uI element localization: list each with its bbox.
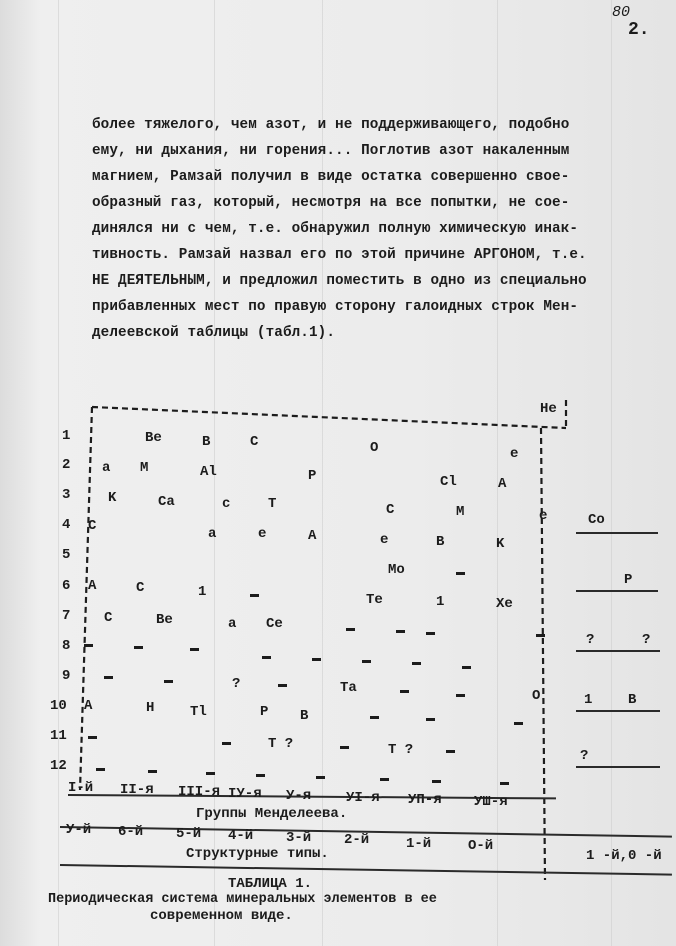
paragraph-line: динялся ни с чем, т.е. обнаружил полную химическую инак- [92,221,579,237]
element-cell: A [88,578,97,594]
row-number: 10 [50,698,67,714]
group-label: I-й [68,780,94,796]
element-cell: H [146,700,155,716]
element-cell: T ? [388,742,414,758]
element-cell: a [208,526,217,542]
side-entry: ? [586,632,595,648]
element-cell: Cl [440,474,457,490]
type-label: 3-й [286,830,312,846]
type-label: У-й [66,822,92,838]
element-cell: C [136,580,145,596]
element-cell: Tl [190,704,207,720]
paragraph-line: тивность. Рамзай назвал его по этой причине АРГОНОМ, т.е. [92,247,587,263]
element-cell: 1 [436,594,445,610]
group-title: Группы Менделеева. [196,806,348,822]
element-cell: T ? [268,736,294,752]
paragraph-line: ему, ни дыхания, ни горения... Поглотив азот накаленным [92,143,570,159]
side-entry: 1 [584,692,593,708]
group-label: III-я [178,784,221,800]
side-entry: P [624,572,633,588]
row-number: 5 [62,547,71,563]
element-cell: Te [366,592,383,608]
type-label: 1-й [406,836,432,852]
element-cell: Ta [340,680,357,696]
paragraph-line: НЕ ДЕЯТЕЛЬНЫМ, и предложил поместить в одно из специально [92,273,587,289]
side-entry: ? [642,632,651,648]
element-cell: e [380,532,389,548]
element-cell: Ca [158,494,175,510]
side-entry: B [628,692,637,708]
row-number: 4 [62,517,71,533]
row-number: 6 [62,578,71,594]
element-cell: e [258,526,267,542]
element-cell: Al [200,464,217,480]
group-label: У-я [286,788,312,804]
element-cell: T [268,496,277,512]
handwritten-mark: 80 [612,4,631,21]
type-label: 4-й [228,828,254,844]
group-label: УШ-я [474,794,508,810]
element-cell: B [202,434,211,450]
row-number: 8 [62,638,71,654]
element-cell: A [308,528,317,544]
element-cell: K [108,490,117,506]
element-cell: a [228,616,237,632]
row-number: 9 [62,668,71,684]
group-label: УП-я [408,792,442,808]
element-cell: P [308,468,317,484]
type-title: Структурные типы. [186,846,329,862]
element-cell: C [88,518,97,534]
row-number: 7 [62,608,71,624]
element-cell: K [496,536,505,552]
element-cell: e [539,508,548,524]
group-label: УI-я [346,790,380,806]
corner-element: He [540,401,557,417]
type-label: 6-й [118,824,144,840]
element-cell: Be [156,612,173,628]
element-cell: B [436,534,445,550]
paragraph-line: прибавленных мест по правую сторону галоидных строк Мен- [92,299,579,315]
type-label: О-й [468,838,494,854]
element-cell: 1 [198,584,207,600]
row-number: 12 [50,758,67,774]
side-entry: Co [588,512,605,528]
paragraph-line: магнием, Рамзай получил в виде остатка совершенно свое- [92,169,570,185]
paragraph-line: делеевской таблицы (табл.1). [92,325,336,341]
element-cell: P [260,704,269,720]
paragraph-line: более тяжелого, чем азот, и не поддерживающего, подобно [92,117,570,133]
row-number: 2 [62,457,71,473]
element-cell: e [510,446,519,462]
table-caption-line: современном виде. [150,908,293,924]
type-label: 2-й [344,832,370,848]
element-cell: c [222,496,231,512]
element-cell: M [456,504,465,520]
row-number: 1 [62,428,71,444]
table-caption-line: Периодическая система минеральных элементов в ее [48,892,437,907]
element-cell: Xe [496,596,513,612]
element-cell: O [370,440,379,456]
element-cell: C [104,610,113,626]
element-cell: Ce [266,616,283,632]
group-label: IУ-я [228,786,262,802]
table-caption-title: ТАБЛИЦА 1. [228,876,313,892]
page-number: 2. [628,20,650,40]
element-cell: Mo [388,562,405,578]
paragraph-line: образный газ, который, несмотря на все попытки, не сое- [92,195,570,211]
element-cell: A [84,698,93,714]
element-cell: A [498,476,507,492]
element-cell: C [386,502,395,518]
type-extra: 1 -й,0 -й [586,848,662,864]
element-cell: ? [232,676,241,692]
group-label: II-я [120,782,154,798]
type-label: 5-й [176,826,202,842]
element-cell: M [140,460,149,476]
element-cell: Be [145,430,162,446]
element-cell: B [300,708,309,724]
element-cell: a [102,460,111,476]
row-number: 11 [50,728,67,744]
element-cell: C [250,434,259,450]
element-cell: O [532,688,541,704]
row-number: 3 [62,487,71,503]
side-entry: ? [580,748,589,764]
